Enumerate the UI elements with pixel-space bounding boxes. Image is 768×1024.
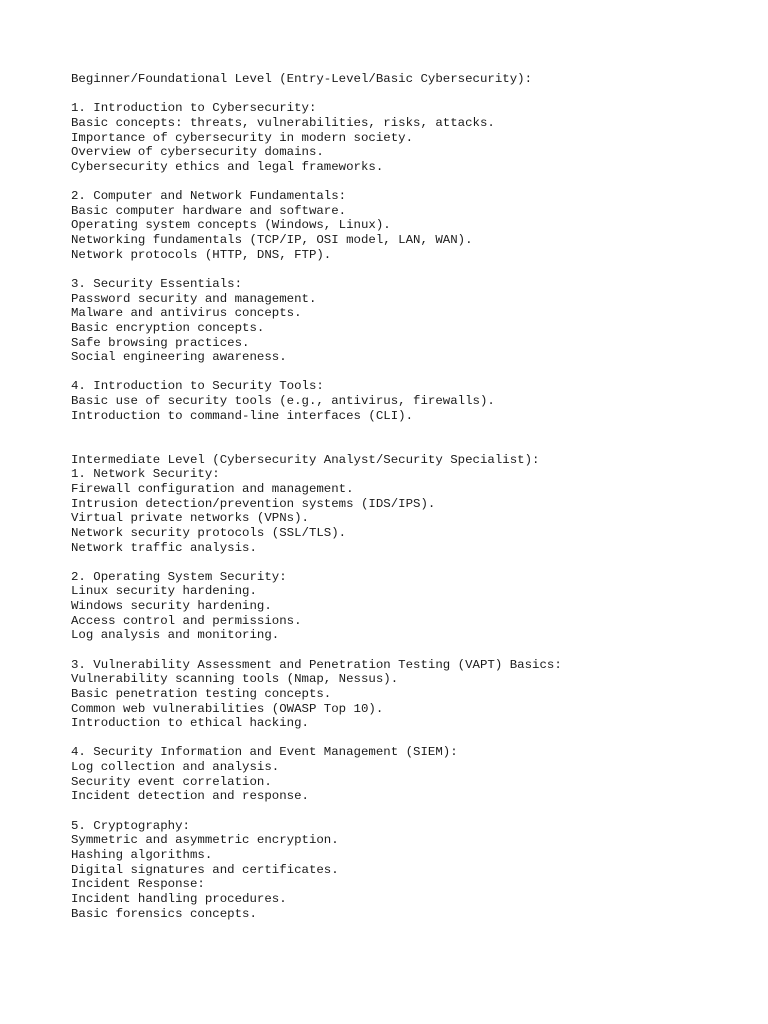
section-heading: 1. Introduction to Cybersecurity: [71, 101, 317, 116]
text-line: Vulnerability scanning tools (Nmap, Nessus). [71, 672, 399, 687]
text-line: Log collection and analysis. [71, 760, 280, 775]
blank-line [71, 87, 751, 102]
text-line: Basic use of security tools (e.g., antivirus, firewalls). [71, 394, 495, 409]
text-line: Basic forensics concepts. [71, 906, 257, 921]
section-heading: 1. Network Security: [71, 467, 220, 482]
blank-line [71, 365, 751, 380]
blank-line [71, 423, 751, 438]
text-line: Introduction to ethical hacking. [71, 716, 309, 731]
text-line: Digital signatures and certificates. [71, 862, 339, 877]
text-line: Network protocols (HTTP, DNS, FTP). [71, 247, 332, 262]
text-line: Network security protocols (SSL/TLS). [71, 525, 347, 540]
text-line: Firewall configuration and management. [71, 481, 354, 496]
text-line: Networking fundamentals (TCP/IP, OSI model, LAN, WAN). [71, 233, 473, 248]
text-line: Common web vulnerabilities (OWASP Top 10). [71, 701, 384, 716]
text-line: Cybersecurity ethics and legal frameworks. [71, 159, 384, 174]
text-line: Operating system concepts (Windows, Linux). [71, 218, 391, 233]
text-line: Safe browsing practices. [71, 335, 250, 350]
text-line: Social engineering awareness. [71, 350, 287, 365]
document-body [71, 72, 751, 921]
section-heading: 3. Vulnerability Assessment and Penetration Testing (VAPT) Basics: [71, 657, 562, 672]
blank-line [71, 555, 751, 570]
text-line: Basic encryption concepts. [71, 320, 265, 335]
text-line: Password security and management. [71, 291, 317, 306]
section-heading: 2. Computer and Network Fundamentals: [71, 189, 347, 204]
text-line: Log analysis and monitoring. [71, 628, 280, 643]
text-line: Basic computer hardware and software. [71, 203, 347, 218]
blank-line [71, 174, 751, 189]
text-line: Malware and antivirus concepts. [71, 306, 302, 321]
text-line: Basic penetration testing concepts. [71, 686, 332, 701]
text-line: Windows security hardening. [71, 599, 272, 614]
section-heading: 4. Introduction to Security Tools: [71, 379, 324, 394]
text-line: Incident Response: [71, 877, 205, 892]
section-heading: 5. Cryptography: [71, 818, 190, 833]
level-heading: Intermediate Level (Cybersecurity Analyst/Security Specialist): [71, 452, 540, 467]
text-line: Importance of cybersecurity in modern society. [71, 130, 414, 145]
section-heading: 2. Operating System Security: [71, 569, 287, 584]
text-line: Incident detection and response. [71, 789, 309, 804]
text-line: Basic concepts: threats, vulnerabilities, risks, attacks. [71, 115, 495, 130]
section-heading: 3. Security Essentials: [71, 276, 243, 291]
text-line: Introduction to command-line interfaces (CLI). [71, 408, 414, 423]
text-line: Overview of cybersecurity domains. [71, 145, 324, 160]
section-heading: 4. Security Information and Event Management (SIEM): [71, 745, 458, 760]
blank-line [71, 731, 751, 746]
text-line: Security event correlation. [71, 774, 272, 789]
text-line: Access control and permissions. [71, 613, 302, 628]
text-line: Linux security hardening. [71, 584, 257, 599]
text-line: Hashing algorithms. [71, 847, 213, 862]
text-line: Incident handling procedures. [71, 891, 287, 906]
blank-line [71, 804, 751, 819]
blank-line [71, 438, 751, 453]
text-line: Virtual private networks (VPNs). [71, 511, 309, 526]
text-line: Network traffic analysis. [71, 540, 257, 555]
text-line: Symmetric and asymmetric encryption. [71, 833, 339, 848]
text-line: Intrusion detection/prevention systems (IDS/IPS). [71, 496, 436, 511]
blank-line [71, 262, 751, 277]
blank-line [71, 643, 751, 658]
text-line: Beginner/Foundational Level (Entry-Level/Basic Cybersecurity): [71, 72, 533, 86]
